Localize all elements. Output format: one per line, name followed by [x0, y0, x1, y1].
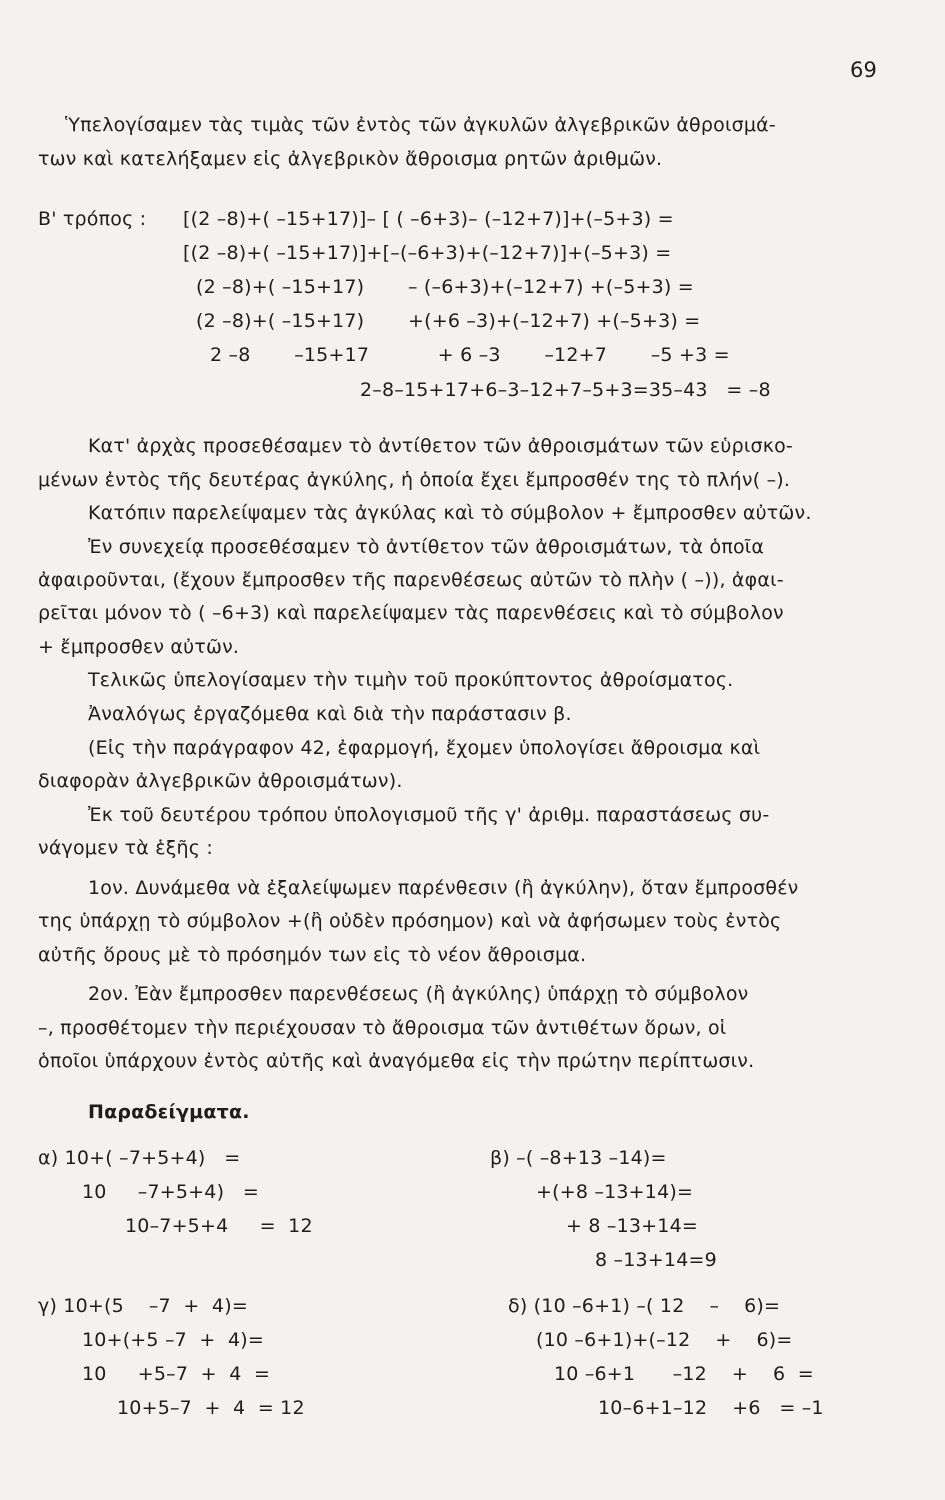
- rule-line: ὁποῖοι ὑπάρχουν ἐντὸς αὐτῆς καὶ ἀναγόμεθα εἰς τὴν πρώτην περίπτωσιν.: [38, 1050, 755, 1072]
- explanation-line: Ἐν συνεχείᾳ προσεθέσαμεν τὸ ἀντίθετον τῶν ἀθροισμάτων, τὰ ὁποῖα: [88, 536, 765, 558]
- rule-line: αὐτῆς ὅρους μὲ τὸ πρόσημόν των εἰς τὸ νέον ἄθροισμα.: [38, 944, 587, 966]
- example-g-line: γ) 10+(5 –7 + 4)=: [38, 1295, 248, 1317]
- explanation-line: διαφορὰν ἀλγεβρικῶν ἀθροισμάτων).: [38, 770, 403, 792]
- example-a-line: α) 10+( –7+5+4) =: [38, 1147, 241, 1169]
- explanation-line: Κατ' ἀρχὰς προσεθέσαμεν τὸ ἀντίθετον τῶν ἀθροισμάτων τῶν εὑρισκο-: [88, 435, 793, 457]
- equation-result: 2–8–15+17+6–3–12+7–5+3=35–43 = –8: [360, 379, 771, 401]
- example-a-line: 10 –7+5+4) =: [82, 1181, 260, 1203]
- intro-line: των καὶ κατελήξαμεν εἰς ἀλγεβρικὸν ἄθροισμα ρητῶν ἀριθμῶν.: [38, 148, 663, 170]
- equation-step: [(2 –8)+( –15+17)]– [ ( –6+3)– (–12+7)]+(–5+3) =: [183, 208, 674, 230]
- example-g-line: 10+(+5 –7 + 4)=: [82, 1329, 265, 1351]
- page-number: 69: [850, 58, 878, 82]
- example-a-line: 10–7+5+4 = 12: [125, 1215, 313, 1237]
- explanation-line: ρεῖται μόνον τὸ ( –6+3) καὶ παρελείψαμεν τὰς παρενθέσεις καὶ τὸ σύμβολον: [38, 602, 784, 624]
- explanation-line: μένων ἐντὸς τῆς δευτέρας ἀγκύλης, ἡ ὁποία ἔχει ἔμπροσθέν της τὸ πλήν( –).: [38, 469, 791, 491]
- example-b-line: 8 –13+14=9: [595, 1249, 717, 1271]
- example-b-line: +(+8 –13+14)=: [536, 1181, 694, 1203]
- method-label: Β' τρόπος :: [38, 208, 147, 230]
- explanation-line: (Εἰς τὴν παράγραφον 42, ἐφαρμογή, ἔχομεν ὑπολογίσει ἄθροισμα καὶ: [88, 737, 761, 759]
- rule-line: –, προσθέτομεν τὴν περιέχουσαν τὸ ἄθροισμα τῶν ἀντιθέτων ὅρων, οἱ: [38, 1017, 727, 1039]
- rule-line: της ὑπάρχῃ τὸ σύμβολον +(ἢ οὐδὲν πρόσημον) καὶ νὰ ἀφήσωμεν τοὺς ἐντὸς: [38, 910, 782, 932]
- explanation-line: νάγομεν τὰ ἑξῆς :: [38, 837, 213, 859]
- examples-heading: Παραδείγματα.: [88, 1101, 250, 1123]
- example-d-line: 10–6+1–12 +6 = –1: [598, 1397, 824, 1419]
- explanation-line: Κατόπιν παρελείψαμεν τὰς ἀγκύλας καὶ τὸ σύμβολον + ἔμπροσθεν αὐτῶν.: [88, 502, 812, 524]
- rule-line: 2ον. Ἐὰν ἔμπροσθεν παρενθέσεως (ἢ ἀγκύλης) ὑπάρχῃ τὸ σύμβολον: [88, 983, 749, 1005]
- example-b-line: + 8 –13+14=: [566, 1215, 698, 1237]
- equation-step: 2 –8 –15+17 + 6 –3 –12+7 –5 +3 =: [210, 344, 730, 366]
- example-d-line: δ) (10 –6+1) –( 12 – 6)=: [508, 1295, 781, 1317]
- example-d-line: 10 –6+1 –12 + 6 =: [554, 1363, 814, 1385]
- example-b-line: β) –( –8+13 –14)=: [490, 1147, 667, 1169]
- example-g-line: 10 +5–7 + 4 =: [82, 1363, 271, 1385]
- explanation-line: Ἀναλόγως ἐργαζόμεθα καὶ διὰ τὴν παράστασιν β.: [88, 703, 572, 725]
- equation-step: (2 –8)+( –15+17) – (–6+3)+(–12+7) +(–5+3) =: [196, 276, 694, 298]
- explanation-line: + ἔμπροσθεν αὐτῶν.: [38, 636, 240, 658]
- equation-step: (2 –8)+( –15+17) +(+6 –3)+(–12+7) +(–5+3) =: [196, 310, 701, 332]
- rule-line: 1ον. Δυνάμεθα νὰ ἐξαλείψωμεν παρένθεσιν (ἢ ἀγκύλην), ὅταν ἔμπροσθέν: [88, 877, 799, 899]
- example-g-line: 10+5–7 + 4 = 12: [117, 1397, 305, 1419]
- explanation-line: ἀφαιροῦνται, (ἔχουν ἔμπροσθεν τῆς παρενθέσεως αὐτῶν τὸ πλὴν ( –)), ἀφαι-: [38, 569, 784, 591]
- equation-step: [(2 –8)+( –15+17)]+[–(–6+3)+(–12+7)]+(–5+3) =: [183, 242, 672, 264]
- explanation-line: Τελικῶς ὑπελογίσαμεν τὴν τιμὴν τοῦ προκύπτοντος ἀθροίσματος.: [88, 669, 734, 691]
- intro-line: Ὑπελογίσαμεν τὰς τιμὰς τῶν ἐντὸς τῶν ἀγκυλῶν ἀλγεβρικῶν ἀθροισμά-: [65, 114, 776, 136]
- explanation-line: Ἐκ τοῦ δευτέρου τρόπου ὑπολογισμοῦ τῆς γ' ἀριθμ. παραστάσεως συ-: [88, 804, 770, 826]
- example-d-line: (10 –6+1)+(–12 + 6)=: [536, 1329, 793, 1351]
